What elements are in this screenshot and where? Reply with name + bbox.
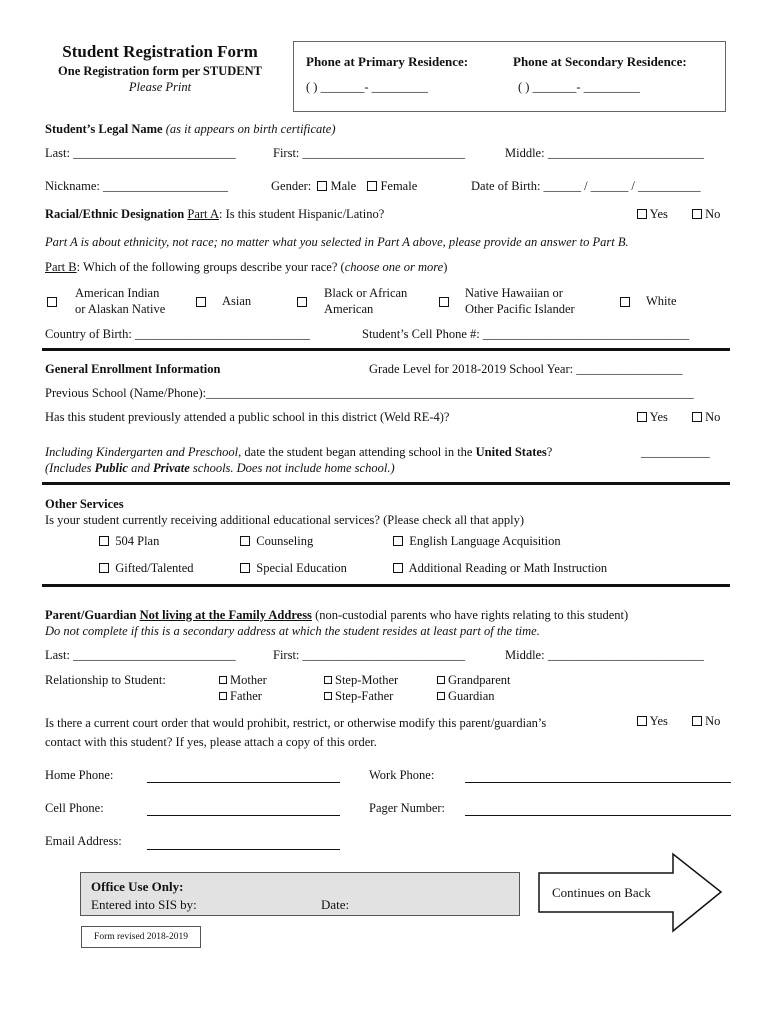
attended-district-question: Has this student previously attended a public school in this district (Weld RE-4)?: [45, 410, 450, 424]
relation-guardian[interactable]: [437, 689, 495, 704]
form-title: Student Registration Form: [62, 42, 258, 61]
other-services-heading: Other Services: [45, 497, 124, 511]
office-use-title: Office Use Only:: [91, 879, 184, 894]
home-phone-label: Home Phone:: [45, 768, 114, 782]
race-label-black: [324, 285, 407, 317]
section-divider: [42, 482, 730, 485]
relation-checkbox[interactable]: [324, 676, 332, 684]
section-divider: [42, 584, 730, 587]
race-line: American: [324, 302, 374, 316]
guardian-heading: [45, 608, 628, 623]
guardian-last-name-field[interactable]: Last: __________________________: [45, 648, 236, 662]
part-a-question: [45, 207, 384, 222]
us-start-date-note: [45, 461, 395, 476]
student-last-name-field[interactable]: Last: __________________________: [45, 146, 236, 160]
cell-phone-label: Cell Phone:: [45, 801, 104, 815]
date-of-birth-field[interactable]: Date of Birth: ______ / ______ / __________: [471, 179, 701, 193]
race-line: Native Hawaiian or: [465, 286, 563, 300]
attended-no-checkbox[interactable]: [692, 412, 702, 422]
race-label-pacific-islander: [465, 285, 575, 317]
work-phone-label: Work Phone:: [369, 768, 435, 782]
work-phone-field[interactable]: [465, 782, 731, 783]
us-date-text: date the student began attending school in the: [241, 445, 476, 459]
service-checkbox[interactable]: [393, 563, 403, 573]
service-label: Counseling: [256, 534, 314, 548]
relation-label: Father: [230, 689, 262, 703]
court-no-checkbox[interactable]: [692, 716, 702, 726]
email-address-label: Email Address:: [45, 834, 122, 848]
race-line: Other Pacific Islander: [465, 302, 575, 316]
female-checkbox[interactable]: [367, 181, 377, 191]
part-a-label: Part A: [187, 207, 219, 221]
please-print-note: Please Print: [128, 80, 192, 94]
enrollment-heading: General Enrollment Information: [45, 362, 221, 376]
us-date-note-text: schools. Does not include home school.): [189, 461, 395, 475]
race-checkbox-black[interactable]: [297, 297, 307, 307]
hispanic-yes-checkbox[interactable]: [637, 209, 647, 219]
race-label-asian: Asian: [222, 294, 252, 308]
yes-label: Yes: [649, 714, 668, 728]
relation-father[interactable]: [219, 689, 262, 704]
relation-label: Step-Mother: [335, 673, 399, 687]
no-label: No: [705, 410, 721, 424]
continues-on-back-label: Continues on Back: [552, 885, 651, 900]
race-checkbox-pacific-islander[interactable]: [439, 297, 449, 307]
service-english-acquisition[interactable]: [393, 534, 561, 549]
office-date-label: Date:: [321, 897, 350, 912]
attended-no-option[interactable]: [692, 410, 720, 425]
us-start-date-field[interactable]: ___________: [641, 445, 710, 459]
service-checkbox[interactable]: [240, 536, 250, 546]
race-checkbox-white[interactable]: [620, 297, 630, 307]
form-revised-label: Form revised 2018-2019: [81, 926, 201, 948]
student-middle-name-field[interactable]: Middle: _________________________: [505, 146, 704, 160]
race-line: American Indian: [75, 286, 160, 300]
relation-label: Guardian: [448, 689, 495, 703]
guardian-note: Do not complete if this is a secondary address at which the student resides at least part of the time.: [45, 624, 540, 638]
service-label: Gifted/Talented: [115, 561, 194, 575]
service-label: 504 Plan: [115, 534, 160, 548]
phone-primary-field[interactable]: ( ) _______- _________: [306, 80, 428, 94]
nickname-field[interactable]: Nickname: ____________________: [45, 179, 228, 193]
relation-grandparent[interactable]: [437, 673, 510, 688]
form-subtitle: One Registration form per STUDENT: [58, 64, 262, 78]
us-date-note-text: Private: [152, 461, 190, 475]
court-yes-checkbox[interactable]: [637, 716, 647, 726]
service-label: English Language Acquisition: [409, 534, 561, 548]
relation-label: Mother: [230, 673, 267, 687]
part-a-note: Part A is about ethnicity, not race; no matter what you selected in Part A above, please provide an answer to Part B.: [45, 235, 629, 249]
service-checkbox[interactable]: [240, 563, 250, 573]
guardian-first-name-field[interactable]: First: __________________________: [273, 648, 466, 662]
male-checkbox[interactable]: [317, 181, 327, 191]
service-checkbox[interactable]: [393, 536, 403, 546]
us-date-note-text: and: [127, 461, 153, 475]
us-date-note-text: Public: [94, 461, 128, 475]
us-date-note-text: (Includes: [45, 461, 95, 475]
service-checkbox[interactable]: [99, 563, 109, 573]
relation-checkbox[interactable]: [437, 692, 445, 700]
phone-secondary-field[interactable]: ( ) _______- _________: [518, 80, 640, 94]
part-b-end: ): [443, 260, 448, 274]
us-start-date-question: [45, 445, 552, 460]
us-date-text: United States: [475, 445, 547, 459]
race-checkbox-asian[interactable]: [196, 297, 206, 307]
relation-mother[interactable]: [219, 673, 267, 688]
hispanic-no-option[interactable]: [692, 207, 720, 222]
relation-step-mother[interactable]: [324, 673, 398, 688]
entered-into-sis-label: Entered into SIS by:: [91, 897, 197, 912]
court-order-line: contact with this student? If yes, please attach a copy of this order.: [45, 735, 377, 749]
phone-secondary-label: Phone at Secondary Residence:: [513, 54, 687, 69]
part-b-label: Part B: [45, 260, 77, 274]
email-address-field[interactable]: [147, 849, 340, 850]
court-no-option[interactable]: [692, 714, 720, 729]
relation-label: Grandparent: [448, 673, 511, 687]
court-order-line: Is there a current court order that would prohibit, restrict, or otherwise modify this parent/guardian’s: [45, 716, 547, 730]
court-order-question: [45, 714, 546, 752]
cell-phone-field[interactable]: [147, 815, 340, 816]
service-label: Special Education: [256, 561, 347, 575]
no-label: No: [705, 207, 721, 221]
hispanic-yes-option[interactable]: [637, 207, 668, 222]
part-a-text: : Is this student Hispanic/Latino?: [218, 207, 385, 221]
service-gifted-talented[interactable]: [99, 561, 194, 576]
service-504-plan[interactable]: [99, 534, 159, 549]
home-phone-field[interactable]: [147, 782, 340, 783]
guardian-heading-text: Parent/Guardian: [45, 608, 140, 622]
race-label-white: White: [646, 294, 677, 308]
guardian-heading-text: Not living at the Family Address: [139, 608, 312, 622]
relationship-label: Relationship to Student:: [45, 673, 166, 687]
relation-step-father[interactable]: [324, 689, 393, 704]
relation-checkbox[interactable]: [324, 692, 332, 700]
race-line: or Alaskan Native: [75, 302, 166, 316]
male-label: Male: [330, 179, 357, 193]
gender-group: [271, 179, 417, 194]
guardian-middle-name-field[interactable]: Middle: _________________________: [505, 648, 704, 662]
part-b-hint: choose one or more: [344, 260, 444, 274]
student-first-name-field[interactable]: First: __________________________: [273, 146, 466, 160]
phone-primary-label: Phone at Primary Residence:: [306, 54, 469, 69]
legal-name-heading: [45, 122, 336, 137]
female-label: Female: [380, 179, 418, 193]
country-of-birth-field[interactable]: Country of Birth: ____________________________: [45, 327, 310, 341]
attended-yes-option[interactable]: [637, 410, 668, 425]
legal-name-hint: (as it appears on birth certificate): [165, 122, 336, 136]
race-label-american-indian: [75, 285, 165, 317]
part-b-question: [45, 260, 447, 275]
service-checkbox[interactable]: [99, 536, 109, 546]
pager-number-label: Pager Number:: [369, 801, 446, 815]
phone-box: [293, 41, 726, 112]
us-date-text: ?: [546, 445, 553, 459]
other-services-question: Is your student currently receiving additional educational services? (Please check all that apply): [45, 513, 524, 527]
student-cell-phone-field[interactable]: Student’s Cell Phone #: _________________________________: [362, 327, 690, 341]
service-counseling[interactable]: [240, 534, 313, 549]
service-special-education[interactable]: [240, 561, 347, 576]
relation-checkbox[interactable]: [219, 676, 227, 684]
section-divider: [42, 348, 730, 351]
race-line: Black or African: [324, 286, 408, 300]
relation-checkbox[interactable]: [437, 676, 445, 684]
attended-yes-checkbox[interactable]: [637, 412, 647, 422]
court-yes-option[interactable]: [637, 714, 668, 729]
racial-designation-label: Racial/Ethnic Designation: [45, 207, 185, 221]
service-label: Additional Reading or Math Instruction: [408, 561, 608, 575]
grade-level-field[interactable]: Grade Level for 2018-2019 School Year: _________________: [369, 362, 683, 376]
relation-label: Step-Father: [335, 689, 394, 703]
race-checkbox-american-indian[interactable]: [47, 297, 57, 307]
service-reading-math[interactable]: [393, 561, 607, 576]
part-b-text: : Which of the following groups describe your race? (: [76, 260, 345, 274]
yes-label: Yes: [649, 207, 668, 221]
guardian-heading-text: (non-custodial parents who have rights relating to this student): [311, 608, 629, 622]
yes-label: Yes: [649, 410, 668, 424]
legal-name-label: Student’s Legal Name: [45, 122, 163, 136]
no-label: No: [705, 714, 721, 728]
pager-number-field[interactable]: [465, 815, 731, 816]
previous-school-field[interactable]: Previous School (Name/Phone):______________________________________________________________________________: [45, 386, 694, 400]
hispanic-no-checkbox[interactable]: [692, 209, 702, 219]
us-date-text: Including Kindergarten and Preschool,: [45, 445, 242, 459]
relation-checkbox[interactable]: [219, 692, 227, 700]
gender-label: Gender:: [271, 179, 312, 193]
